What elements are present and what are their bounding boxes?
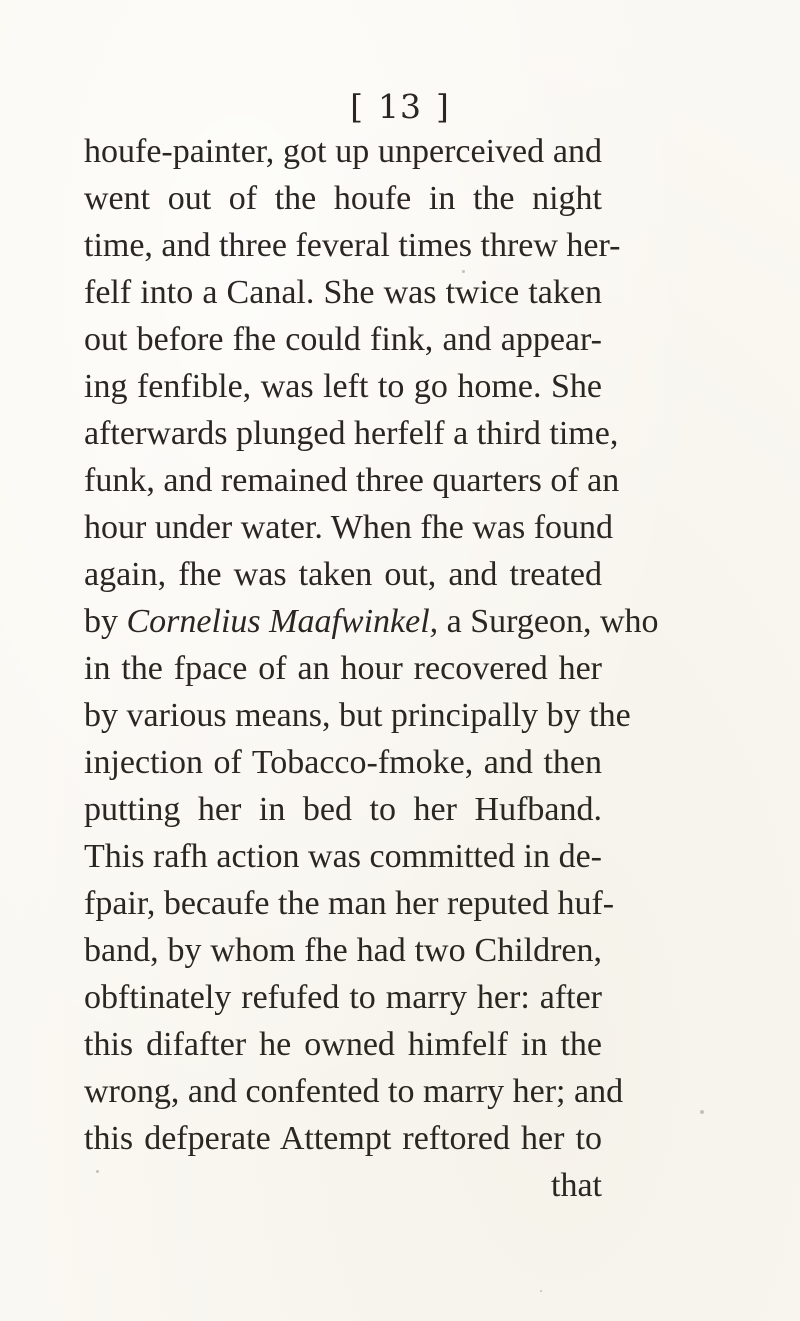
text-line: in the fpace of an hour recovered her	[84, 650, 602, 687]
body-text	[84, 128, 659, 1209]
text-line: hour under water. When fhe was found	[84, 509, 614, 546]
text-line: this defperate Attempt reftored her to	[84, 1120, 602, 1157]
text-line: again, fhe was taken out, and treated	[84, 556, 602, 593]
text-line: out before fhe could fink, and appear-	[84, 321, 602, 358]
text-line: ing fenfible, was left to go home. She	[84, 368, 602, 405]
page-number-close-bracket: ]	[436, 87, 450, 126]
page-number-open-bracket: [	[350, 87, 364, 126]
text-line: by various means, but principally by the	[84, 697, 631, 734]
paper-speck	[700, 1110, 704, 1114]
text-line: putting her in bed to her Hufband.	[84, 791, 602, 828]
text-line: fpair, becaufe the man her reputed huf-	[84, 885, 615, 922]
page-number-value: 13	[378, 87, 422, 126]
text-line: injection of Tobacco-fmoke, and then	[84, 744, 602, 781]
catchword: that	[551, 1167, 602, 1204]
text-line: houfe-painter, got up unperceived and	[84, 133, 602, 170]
text-line: time, and three feveral times threw her-	[84, 227, 621, 264]
paper-speck	[462, 270, 465, 273]
text-line: this difafter he owned himfelf in the	[84, 1026, 602, 1063]
text-line: funk, and remained three quarters of an	[84, 462, 620, 499]
text-line: band, by whom fhe had two Children,	[84, 932, 602, 969]
text-line: wrong, and confented to marry her; and	[84, 1073, 624, 1110]
text-line-suffix: a Surgeon, who	[438, 603, 659, 640]
text-line: This rafh action was committed in de-	[84, 838, 602, 875]
paper-speck	[540, 1290, 542, 1292]
text-line: went out of the houfe in the night	[84, 180, 602, 217]
text-line: obftinately refufed to marry her: after	[84, 979, 602, 1016]
text-line: afterwards plunged herfelf a third time,	[84, 415, 619, 452]
surgeon-name: Cornelius Maafwinkel,	[126, 603, 439, 640]
text-line-prefix: by	[84, 603, 127, 640]
page-number	[200, 87, 600, 126]
paper-speck	[96, 1170, 99, 1173]
text-line: felf into a Canal. She was twice taken	[84, 274, 602, 311]
text-line	[84, 598, 659, 645]
